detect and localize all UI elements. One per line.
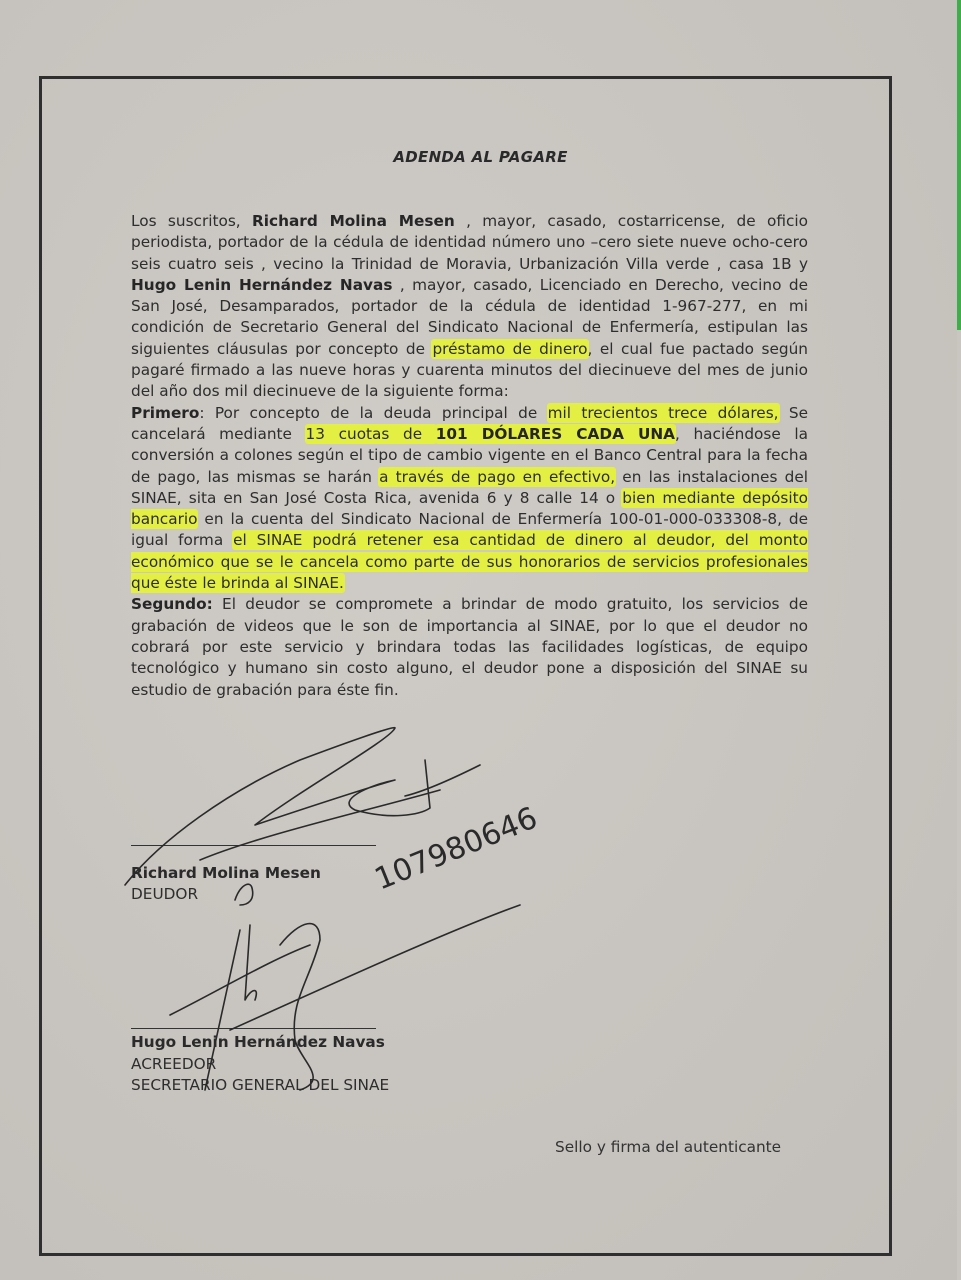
highlight: mil trecientos trece dólares, xyxy=(547,403,779,422)
document-title: ADENDA AL PAGARE xyxy=(393,148,568,166)
clause-primero: Primero: Por concepto de la deuda principal de mil trecientos trece dólares, Se cancelará mediante 13 cuotas de 101 DÓLARES CADA UNA, haciéndose la conversión a colones según el tipo de cambio vigente en el Banco Central para la fecha de pago, las mismas se harán a través de pago en efectivo, en las instalaciones del SINAE, sita en San José Costa Rica, avenida 6 y 8 calle 14 o bien mediante depósito bancario en la cuenta del Sindicato Nacional de Enfermería 100-01-000-033308-8, de igual forma el SINAE podrá retener esa cantidad de dinero al deudor, del monto económico que se le cancela como parte de sus honorarios de servicios profesionales que éste le brinda al SINAE. xyxy=(131,403,809,593)
creditor-name: Hugo Lenin Hernández Navas xyxy=(131,1033,385,1051)
debtor-name-inline: Richard Molina Mesen xyxy=(252,212,455,230)
stamp-label: Sello y firma del autenticante xyxy=(555,1138,782,1156)
creditor-title: SECRETARIO GENERAL DEL SINAE xyxy=(131,1076,390,1094)
creditor-signature-icon xyxy=(170,905,520,1090)
highlight: a través de pago en efectivo, xyxy=(379,467,616,486)
highlight: el SINAE podrá retener esa cantidad de dinero al deudor, del monto económico que se le cancela como parte de sus honorarios de servicios profesionales que éste le brinda al SINAE. xyxy=(131,531,808,593)
clause-label: Primero xyxy=(131,403,200,422)
debtor-name: Richard Molina Mesen xyxy=(131,864,321,882)
debtor-role: DEUDOR xyxy=(131,885,199,903)
highlight: préstamo de dinero xyxy=(432,339,588,358)
clause-segundo: Segundo: El deudor se compromete a brindar de modo gratuito, los servicios de grabación de videos que le son de importancia al SINAE, por lo que el deudor no cobrará por este servicio y brindara todas las facilidades logísticas, de equipo tecnológico y humano sin costo alguno, el deudor pone a disposición del SINAE su estudio de grabación para éste fin. xyxy=(131,595,808,699)
intro-paragraph: Los suscritos, Richard Molina Mesen , mayor, casado, costarricense, de oficio periodista, portador de la cédula de identidad número uno –cero siete nueve ocho-cero seis cuatro seis , vecino la Trinidad de Moravia, Urbanización Villa verde , casa 1B y Hugo Lenin Hernández Navas , mayor, casado, Licenciado en Derecho, vecino de San José, Desamparados, portador de la cédula de identidad 1-967-277, en mi condición de Secretario General del Sindicato Nacional de Enfermería, estipulan las siguientes cláusulas por concepto de préstamo de dinero, el cual fue pactado según pagaré firmado a las nueve horas y cuarenta minutos del diecinueve del mes de junio del año dos mil diecinueve de la siguiente forma: xyxy=(131,212,808,401)
clause-label: Segundo: xyxy=(131,595,213,614)
highlight: 13 cuotas de xyxy=(305,424,436,443)
handwritten-id: 107980646 xyxy=(369,800,543,898)
highlight: bien mediante depósito bancario xyxy=(131,488,808,529)
highlight: 101 DÓLARES CADA UNA xyxy=(435,424,676,443)
creditor-name-inline: Hugo Lenin Hernández Navas xyxy=(131,275,393,294)
creditor-role: ACREEDOR xyxy=(131,1055,217,1073)
